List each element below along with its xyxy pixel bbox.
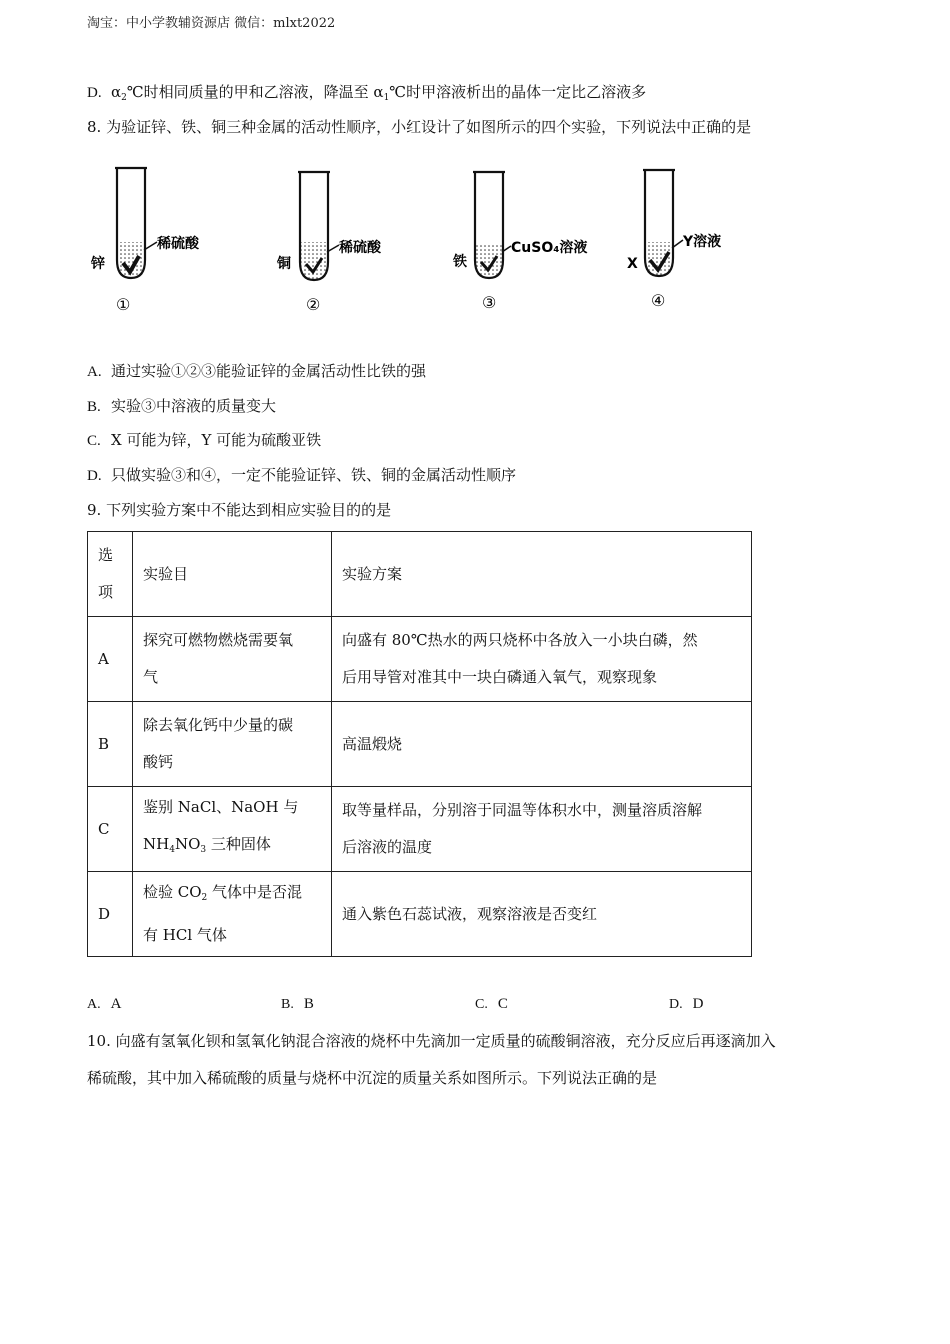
q8-option-b: B. 实验③中溶液的质量变大 <box>87 397 277 415</box>
row-option: A <box>88 617 133 702</box>
q8-option-d: D. 只做实验③和④，一定不能验证锌、铁、铜的金属活动性顺序 <box>87 466 517 484</box>
q10-stem-line1: 10. 向盛有氢氧化钡和氢氧化钠混合溶液的烧杯中先滴加一定质量的硫酸铜溶液，充分反应后再逐滴加入 <box>87 1032 776 1050</box>
test-tube-figure <box>87 160 737 320</box>
row-plan: 取等量样品，分别溶于同温等体积水中，测量溶质溶解 后溶液的温度 <box>332 787 752 872</box>
tube-number-2: ② <box>306 295 321 314</box>
q9-answer-a: A. A <box>87 996 122 1012</box>
row-option: C <box>88 787 133 872</box>
test-tube-2 <box>276 172 382 314</box>
tube-number-1: ① <box>116 295 131 314</box>
row-aim: 鉴别 NaCl、NaOH 与 $NH_4NO_3$ 三种固体 <box>133 787 332 872</box>
solution-label-1: 稀硫酸 <box>157 236 199 252</box>
tube-number-4: ④ <box>651 291 666 310</box>
test-tube-1 <box>90 168 200 314</box>
row-plan: 向盛有 80℃热水的两只烧杯中各放入一小块白磷，然 后用导管对准其中一块白磷通入氧气，观察现象 <box>332 617 752 702</box>
table-row <box>88 787 752 872</box>
q10-stem-line2: 稀硫酸，其中加入稀硫酸的质量与烧杯中沉淀的质量关系如图所示。下列说法正确的是 <box>87 1069 658 1087</box>
q9-table <box>87 531 752 957</box>
table-header-row <box>88 532 752 617</box>
metal-label-1: 锌 <box>91 256 105 272</box>
metal-label-2: 铜 <box>277 256 291 272</box>
solution-label-4: Y溶液 <box>683 234 722 250</box>
metal-label-3: 铁 <box>453 254 467 270</box>
q9-answer-c: C. C <box>475 996 508 1012</box>
q8-option-a: A. 通过实验①②③能验证锌的金属活动性比铁的强 <box>87 362 427 380</box>
table-row <box>88 702 752 787</box>
row-plan: 高温煅烧 <box>332 702 752 787</box>
q9-answer-d: D. D <box>669 996 704 1012</box>
table-row <box>88 617 752 702</box>
q9-stem: 9. 下列实验方案中不能达到相应实验目的的是 <box>87 501 392 519</box>
row-plan: 通入紫色石蕊试液，观察溶液是否变红 <box>332 872 752 957</box>
row-aim: 检验 $CO_2$ 气体中是否混 有 HCl 气体 <box>133 872 332 957</box>
test-tube-4 <box>627 170 721 310</box>
table-row <box>88 872 752 957</box>
page-header: 淘宝：中小学教辅资源店 微信：mlxt2022 <box>87 16 336 31</box>
q9-answer-b: B. B <box>281 996 314 1012</box>
q8-stem: 8. 为验证锌、铁、铜三种金属的活动性顺序，小红设计了如图所示的四个实验，下列说法中正确的是 <box>87 118 752 136</box>
row-option: B <box>88 702 133 787</box>
solution-label-2: 稀硫酸 <box>339 240 381 256</box>
row-option: D <box>88 872 133 957</box>
solution-label-3: CuSO₄溶液 <box>511 240 588 256</box>
test-tube-3 <box>452 172 587 312</box>
header-plan: 实验方案 <box>332 532 752 617</box>
q7-option-d: D. $\alpha_2℃$时相同质量的甲和乙溶液，降温至 $\alpha_1℃$时甲溶液析出的晶体一定比乙溶液多 <box>87 83 647 103</box>
row-aim: 探究可燃物燃烧需要氧 气 <box>133 617 332 702</box>
row-aim: 除去氧化钙中少量的碳 酸钙 <box>133 702 332 787</box>
q8-option-c: C. X 可能为锌，Y 可能为硫酸亚铁 <box>87 431 322 449</box>
metal-label-4: X <box>627 256 638 272</box>
tube-number-3: ③ <box>482 293 497 312</box>
header-option: 选 项 <box>88 532 133 617</box>
header-aim: 实验目 <box>133 532 332 617</box>
